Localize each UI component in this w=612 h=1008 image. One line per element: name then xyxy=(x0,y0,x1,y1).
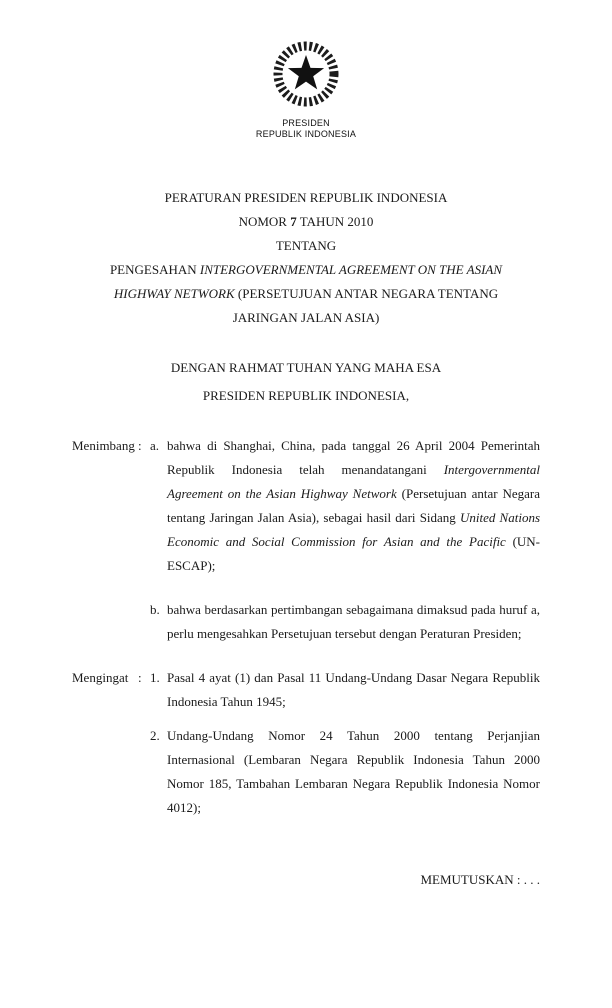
section-label-spacer xyxy=(72,724,138,820)
invocation-line: DENGAN RAHMAT TUHAN YANG MAHA ESA xyxy=(170,360,442,375)
text-segment: bahwa di Shanghai, China, pada tanggal 26 April 2004 Pemerintah Republik Indonesia telah menandatangani xyxy=(167,438,540,477)
title-block xyxy=(0,186,612,330)
nomor-prefix: NOMOR xyxy=(238,214,287,229)
label-colon: : xyxy=(138,670,142,685)
subject-segment: (PERSETUJUAN ANTAR NEGARA TENTANG JARINGAN JALAN ASIA) xyxy=(232,286,499,325)
label-colon-spacer xyxy=(138,724,150,820)
label-colon: : xyxy=(138,438,142,453)
item-text xyxy=(167,598,540,646)
menimbang-section xyxy=(72,434,540,646)
mengingat-section xyxy=(72,666,540,820)
memutuskan-line: MEMUTUSKAN : . . . xyxy=(420,872,540,887)
issuer-line: PRESIDEN REPUBLIK INDONESIA, xyxy=(202,388,410,403)
document-body xyxy=(0,434,612,892)
seal-caption-line2: REPUBLIK INDONESIA xyxy=(255,129,357,139)
text-segment: Undang-Undang Nomor 24 Tahun 2000 tentang Perjanjian Internasional (Lembaran Negara Republik Indonesia Tahun 2000 Nomor 185, Tambahan Lembaran Negara Republik Indonesia Nomor 4012); xyxy=(167,728,540,815)
letterhead xyxy=(0,0,612,140)
seal-caption-line1: PRESIDEN xyxy=(282,118,330,128)
item-marker: 2. xyxy=(150,728,160,743)
item-marker: b. xyxy=(150,602,160,617)
subject-segment: PENGESAHAN xyxy=(109,262,197,277)
title-line-regulation: PERATURAN PRESIDEN REPUBLIK INDONESIA xyxy=(164,190,448,205)
consideration-item-a xyxy=(72,434,540,578)
section-label-mengingat: Mengingat xyxy=(72,670,129,685)
consideration-item-b xyxy=(72,598,540,646)
seal-caption xyxy=(0,118,612,140)
title-line-tentang: TENTANG xyxy=(275,238,337,253)
item-marker: 1. xyxy=(150,670,160,685)
nomor-suffix: TAHUN 2010 xyxy=(299,214,374,229)
legal-basis-item-1 xyxy=(72,666,540,714)
text-segment: (UN-ESCAP); xyxy=(167,534,541,573)
text-segment: Pasal 4 ayat (1) dan Pasal 11 Undang-Undang Dasar Negara Republik Indonesia Tahun 1945; xyxy=(167,670,540,709)
title-subject xyxy=(99,258,513,330)
label-colon-spacer xyxy=(138,598,150,646)
presidential-seal-icon xyxy=(256,36,356,116)
text-segment-italic: Intergovernmental Agreement on the Asian Highway Network xyxy=(167,462,540,501)
title-line-nomor xyxy=(0,210,612,234)
legal-basis-item-2 xyxy=(72,724,540,820)
text-segment: bahwa berdasarkan pertimbangan sebagaimana dimaksud pada huruf a, perlu mengesahkan Persetujuan tersebut dengan Peraturan Presiden; xyxy=(167,602,540,641)
item-text xyxy=(167,666,540,714)
text-segment-italic: United Nations Economic and Social Commission for Asian and the Pacific xyxy=(167,510,541,549)
item-text xyxy=(167,724,540,820)
item-marker: a. xyxy=(150,438,160,453)
subject-segment-italic: INTERGOVERNMENTAL AGREEMENT ON THE ASIAN HIGHWAY NETWORK xyxy=(113,262,503,301)
section-label-menimbang: Menimbang xyxy=(72,438,135,453)
item-text xyxy=(167,434,540,578)
section-label-spacer xyxy=(72,598,138,646)
text-segment: (Persetujuan antar Negara tentang Jaringan Jalan Asia), sebagai hasil dari Sidang xyxy=(167,486,540,525)
nomor-number: 7 xyxy=(290,214,297,229)
